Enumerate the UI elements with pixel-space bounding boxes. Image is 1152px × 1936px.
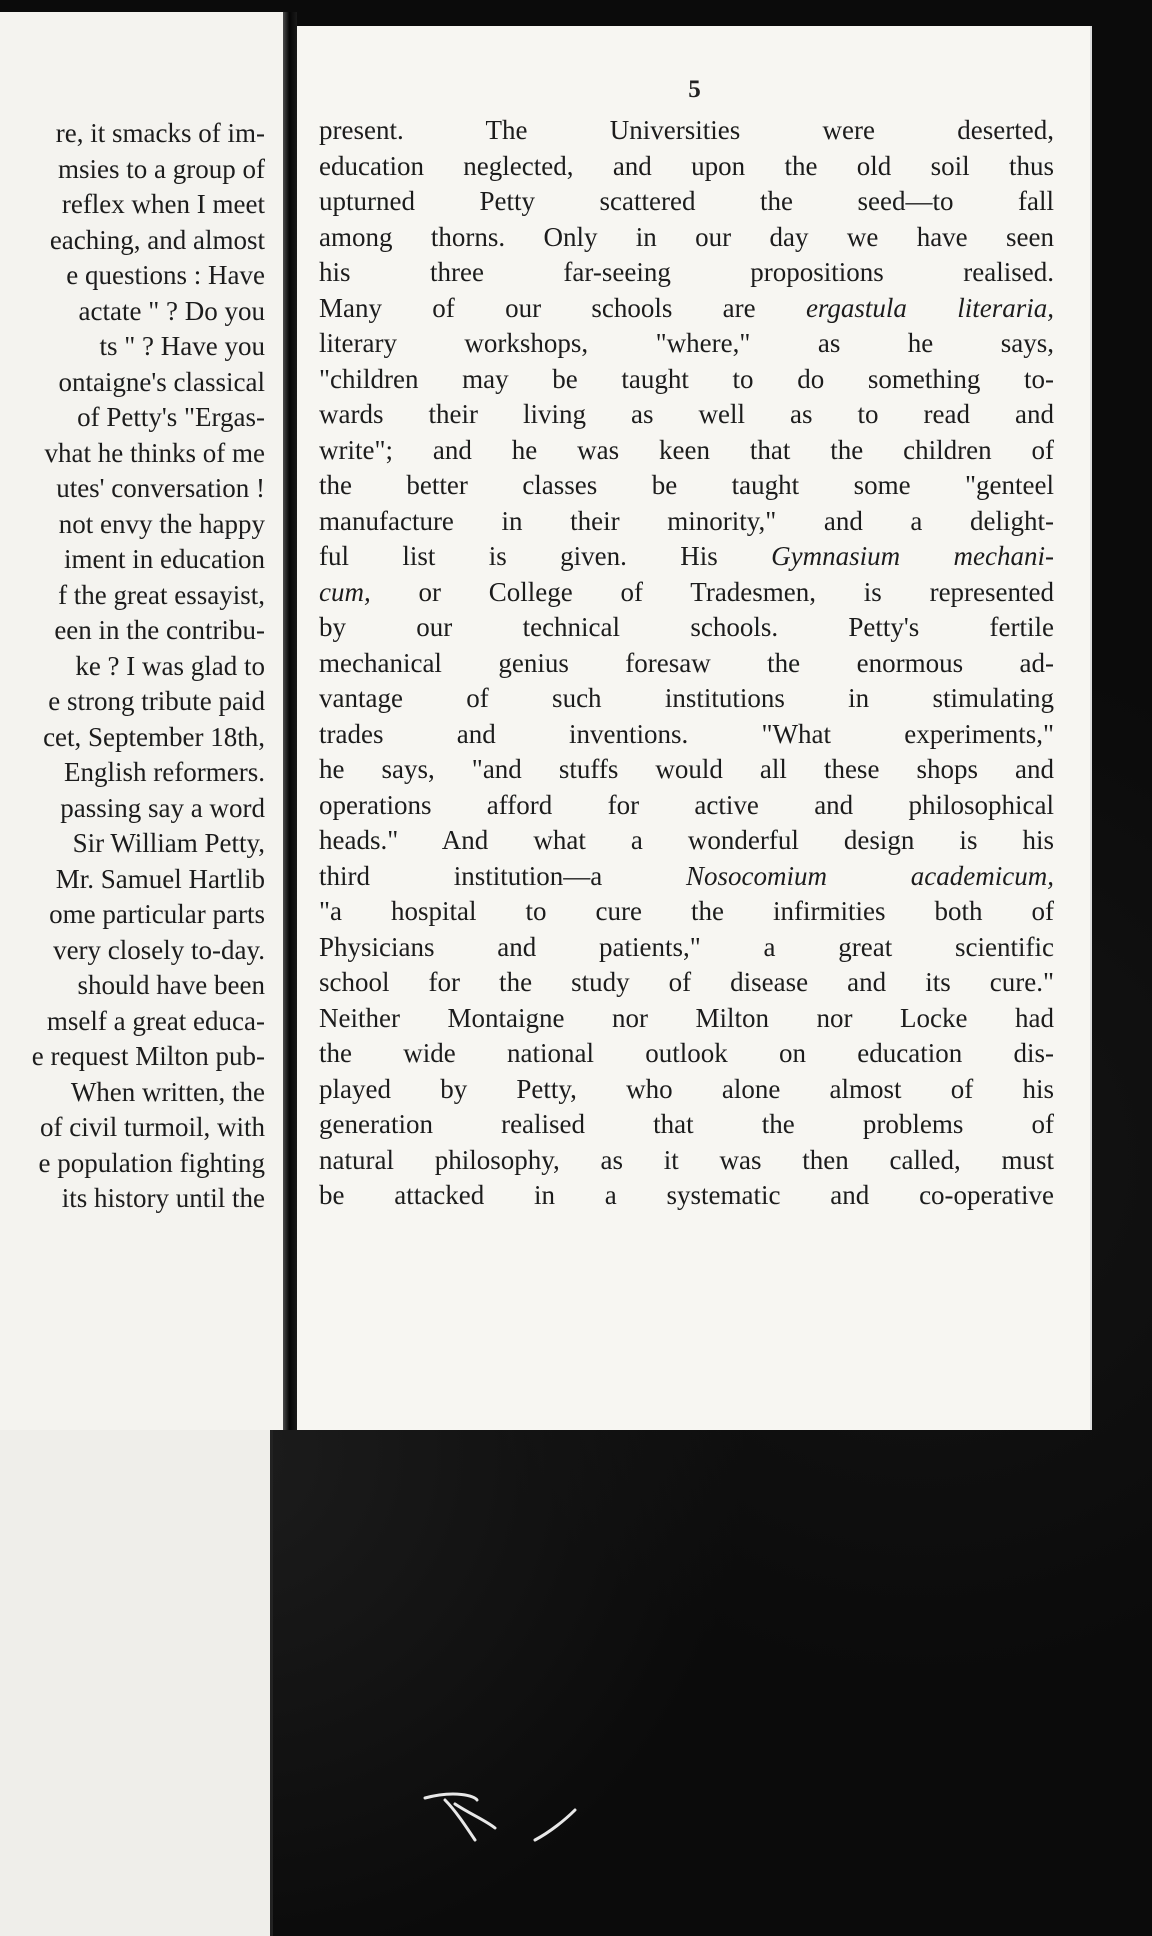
facing-page-line: very closely to-day. xyxy=(53,934,265,965)
facing-page-line: ts " ? Have you xyxy=(99,331,265,361)
text-line xyxy=(319,539,1054,575)
facing-page-line: vhat he thinks of me xyxy=(44,437,265,468)
text-line: among thorns. Only in our day we have seen xyxy=(319,221,1054,252)
text-segment: ful list is given. His xyxy=(319,541,772,571)
facing-page-line: een in the contribu- xyxy=(54,615,265,645)
facing-page-line: e questions : Have xyxy=(66,260,265,290)
handwritten-mark xyxy=(415,1770,615,1850)
facing-page-line: iment in education xyxy=(64,544,265,574)
text-line: literary workshops, "where," as he says, xyxy=(319,328,1054,358)
text-line: he says, "and stuffs would all these shops and xyxy=(319,754,1054,784)
text-line: generation realised that the problems of xyxy=(319,1109,1054,1139)
text-line: natural philosophy, as it was then called, must xyxy=(319,1144,1054,1175)
book-gutter xyxy=(283,12,297,1430)
text-line: wards their living as well as to read and xyxy=(319,399,1054,429)
text-segment: or College of Tradesmen, is represented xyxy=(370,576,1054,607)
facing-page-line: e population fighting xyxy=(38,1147,265,1178)
facing-page-line: msies to a group of xyxy=(58,153,265,184)
facing-page-line: should have been xyxy=(77,970,265,1000)
text-line: by our technical schools. Petty's fertile xyxy=(319,612,1054,642)
text-line: Neither Montaigne nor Milton nor Locke had xyxy=(319,1002,1054,1033)
text-segment: Many of our schools are xyxy=(319,292,806,323)
page-body-text xyxy=(319,113,1054,1214)
italic-term: Nosocomium academicum, xyxy=(686,860,1054,891)
text-line: trades and inventions. "What experiments," xyxy=(319,718,1054,749)
facing-page-line: mself a great educa- xyxy=(46,1005,265,1036)
text-line: school for the study of disease and its cure." xyxy=(319,967,1054,997)
facing-page-line: ome particular parts xyxy=(49,899,265,929)
facing-page-line: actate " ? Do you xyxy=(78,295,265,326)
facing-page-line: Sir William Petty, xyxy=(72,828,265,858)
text-line: upturned Petty scattered the seed—to fall xyxy=(319,186,1054,216)
page-right xyxy=(297,26,1092,1430)
text-line xyxy=(319,859,1054,895)
italic-term: ergastula literaria, xyxy=(805,292,1054,323)
text-line: "a hospital to cure the infirmities both of xyxy=(319,896,1054,926)
text-line: mechanical genius foresaw the enormous ad- xyxy=(319,647,1054,678)
facing-page-line: eaching, and almost xyxy=(49,224,265,255)
text-line: played by Petty, who alone almost of his xyxy=(319,1073,1054,1104)
text-line: his three far-seeing propositions realised. xyxy=(319,257,1054,287)
facing-page-line: utes' conversation ! xyxy=(56,473,265,503)
italic-term: cum, xyxy=(319,576,371,607)
facing-page-left xyxy=(0,12,283,1430)
facing-page-line: of civil turmoil, with xyxy=(40,1112,265,1142)
text-line: the wide national outlook on education dis- xyxy=(319,1038,1054,1068)
facing-page-line: Mr. Samuel Hartlib xyxy=(55,863,265,894)
facing-page-line: English reformers. xyxy=(64,757,265,787)
text-line: write"; and he was keen that the children of xyxy=(319,434,1054,465)
facing-page-line: of Petty's "Ergas- xyxy=(77,402,265,432)
facing-page-line: reflex when I meet xyxy=(61,189,265,219)
page-number: 5 xyxy=(688,76,701,103)
text-line: the better classes be taught some "genteel xyxy=(319,470,1054,500)
facing-page-line: ontaigne's classical xyxy=(58,366,265,397)
text-line: Physicians and patients," a great scientific xyxy=(319,931,1054,962)
facing-page-line: f the great essayist, xyxy=(58,579,265,610)
text-line: manufacture in their minority," and a delight- xyxy=(319,505,1054,536)
text-line: present. The Universities were deserted, xyxy=(319,115,1054,145)
facing-page-line: not envy the happy xyxy=(58,508,265,539)
text-segment: third institution—a xyxy=(319,860,687,891)
facing-page-line: ke ? I was glad to xyxy=(75,650,265,681)
facing-page-text xyxy=(0,116,265,1217)
text-line: heads." And what a wonderful design is his xyxy=(319,825,1054,855)
text-line: "children may be taught to do something to- xyxy=(319,363,1054,394)
text-line: be attacked in a systematic and co-operative xyxy=(319,1180,1054,1210)
text-line: education neglected, and upon the old soil thus xyxy=(319,150,1054,181)
facing-page-line: re, it smacks of im- xyxy=(55,118,265,148)
facing-page-line: cet, September 18th, xyxy=(43,721,265,752)
facing-page-left-lower xyxy=(0,1430,273,1936)
facing-page-line: e strong tribute paid xyxy=(48,686,265,716)
facing-page-line: e request Milton pub- xyxy=(31,1041,265,1071)
text-line: operations afford for active and philosophical xyxy=(319,789,1054,820)
text-line xyxy=(319,575,1054,611)
facing-page-line: When written, the xyxy=(70,1076,265,1107)
text-line: vantage of such institutions in stimulating xyxy=(319,683,1054,713)
facing-page-line: its history until the xyxy=(61,1183,265,1213)
text-line xyxy=(319,291,1054,327)
facing-page-line: passing say a word xyxy=(60,792,265,823)
italic-term: Gymnasium mechani- xyxy=(771,541,1054,571)
